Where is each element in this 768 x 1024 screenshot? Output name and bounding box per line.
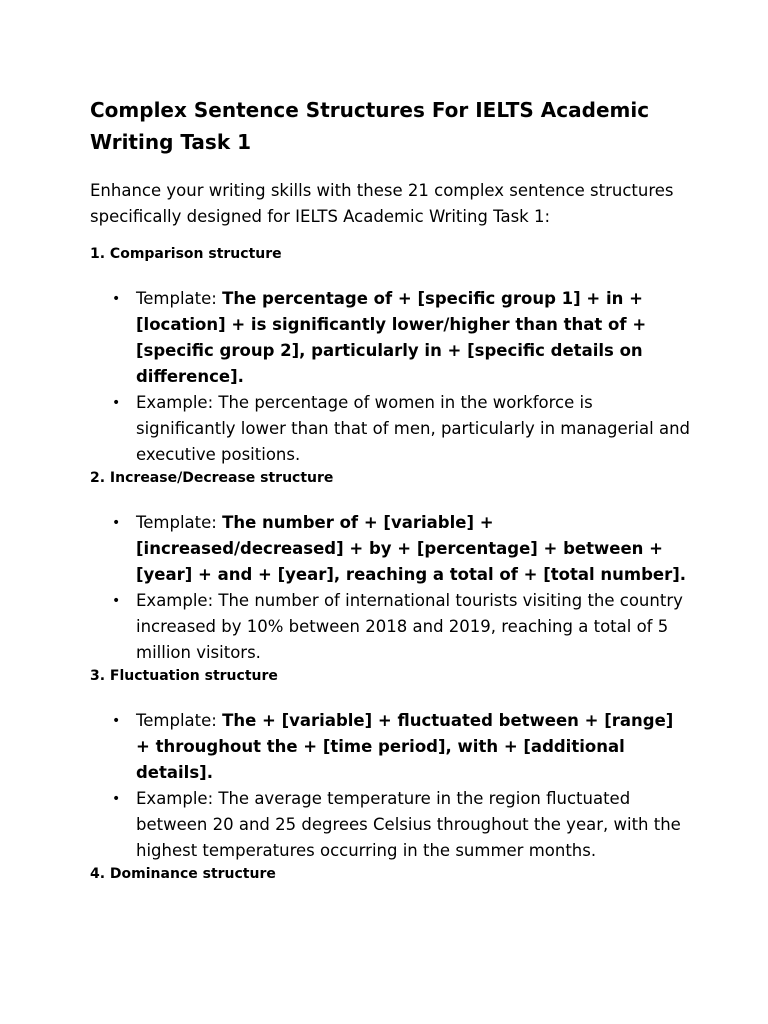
document-title: Complex Sentence Structures For IELTS Academic Writing Task 1 xyxy=(90,98,650,154)
bullet-icon: • xyxy=(112,291,121,307)
intro-paragraph: Enhance your writing skills with these 21 complex sentence structures specifically designed for IELTS Academic Writing Task 1: xyxy=(90,181,674,226)
example-item xyxy=(90,588,690,666)
section-heading: 1. Comparison structure xyxy=(90,246,282,262)
document-page xyxy=(90,94,690,884)
example-label: Example: xyxy=(136,591,219,610)
bullet-icon: • xyxy=(112,593,121,609)
template-item xyxy=(90,510,690,588)
section-heading: 4. Dominance structure xyxy=(90,866,276,882)
template-text: The percentage of + [specific group 1] + in + [location] + is significantly lower/higher than that of + [specific group 2], particularly in + [specific details on difference]. xyxy=(136,289,647,386)
section-dominance xyxy=(90,864,690,884)
section-heading: 2. Increase/Decrease structure xyxy=(90,470,334,486)
template-label: Template: xyxy=(136,711,223,730)
example-item xyxy=(90,786,690,864)
template-label: Template: xyxy=(136,513,223,532)
bullet-icon: • xyxy=(112,515,121,531)
bullet-icon: • xyxy=(112,395,121,411)
section-heading: 3. Fluctuation structure xyxy=(90,668,278,684)
section-list xyxy=(90,286,690,468)
bullet-icon: • xyxy=(112,713,121,729)
template-text: The number of + [variable] + [increased/decreased] + by + [percentage] + between + [year] + and + [year], reaching a total of + [total number]. xyxy=(136,513,687,584)
example-text: The number of international tourists visiting the country increased by 10% between 2018 and 2019, reaching a total of 5 million visitors. xyxy=(136,591,683,662)
example-item xyxy=(90,390,690,468)
example-text: The average temperature in the region fluctuated between 20 and 25 degrees Celsius throughout the year, with the highest temperatures occurring in the summer months. xyxy=(136,789,681,860)
section-comparison xyxy=(90,244,690,468)
template-item xyxy=(90,286,690,390)
section-increase-decrease xyxy=(90,468,690,666)
section-fluctuation xyxy=(90,666,690,864)
example-label: Example: xyxy=(136,393,219,412)
template-label: Template: xyxy=(136,289,223,308)
section-list xyxy=(90,510,690,666)
section-list xyxy=(90,708,690,864)
example-text: The percentage of women in the workforce is significantly lower than that of men, particularly in managerial and executive positions. xyxy=(136,393,690,464)
template-text: The + [variable] + fluctuated between + [range] + throughout the + [time period], with + [additional details]. xyxy=(136,711,674,782)
template-item xyxy=(90,708,690,786)
example-label: Example: xyxy=(136,789,219,808)
bullet-icon: • xyxy=(112,791,121,807)
